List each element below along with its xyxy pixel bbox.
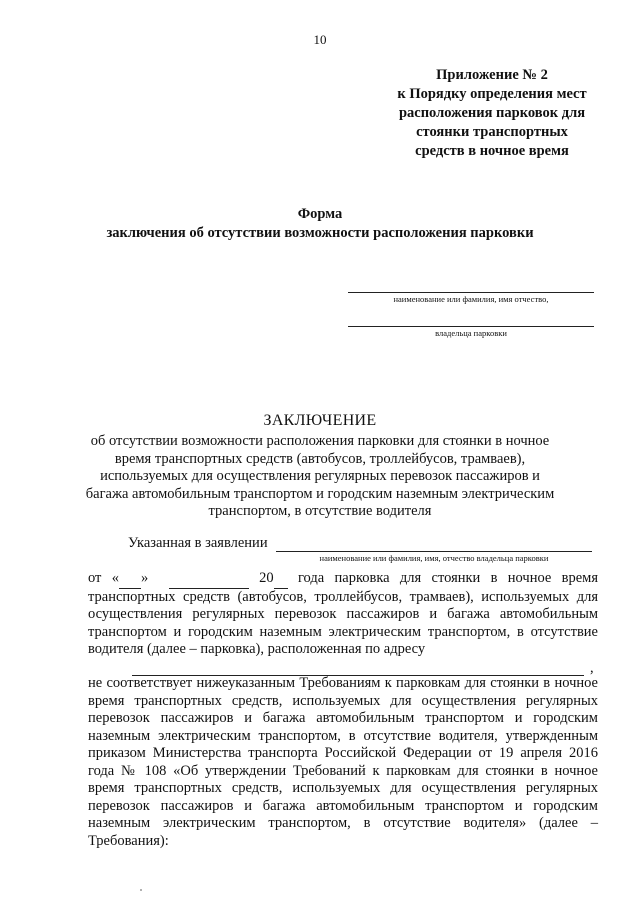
appendix-line: Приложение № 2: [436, 67, 548, 83]
page-number: 10: [313, 32, 327, 47]
from-text: от «: [88, 570, 119, 586]
paragraph-1: [88, 570, 598, 659]
appendix-line: стоянки транспортных: [416, 124, 568, 140]
stated-caption: наименование или фамилия, имя, отчество владельца парковки: [319, 553, 549, 563]
paragraph-2-text: не соответствует нижеуказанным Требованиям к парковкам для стоянки в ночное время транспортных средств, используемых для осуществления регулярных перевозок пассажиров и багажа автомобильным транспортом и городским наземным электрическим транспортом, в отсутствие водителя, утвержденным приказом Министерства транспорта Российской Федерации от 19 апреля 2016 года № 108 «Об утверждении Требований к парковкам для стоянки в ночное время транспортных средств, используемых для осуществления регулярных перевозок пассажиров и багажа автомобильным транспортом и городским наземным электрическим транспортом, в отсутствие водителя» (далее – Требования):: [88, 675, 598, 849]
appendix-line: к Порядку определения мест: [397, 86, 587, 102]
form-subtitle: заключения об отсутствии возможности расположения парковки: [106, 225, 534, 241]
address-comma: ,: [590, 660, 594, 676]
quote-close: »: [140, 570, 149, 586]
day-field[interactable]: [119, 570, 141, 589]
year-prefix: 20: [259, 570, 274, 586]
paragraph-2: [88, 675, 598, 850]
scan-mark: [140, 889, 142, 891]
appendix-line: расположения парковок для: [398, 105, 586, 121]
month-field[interactable]: [169, 570, 249, 589]
name-caption: наименование или фамилия, имя отчество,: [393, 294, 549, 304]
appendix-header: [360, 66, 624, 161]
conclusion-subtitle: об отсутствии возможности расположения парковки для стоянки в ночное время транспортных средств (автобусов, троллейбусов, трамваев), используемых для осуществления регулярных перевозок пассажиров и багажа автомобильным транспортом и городским наземным электрическим транспортом, в отсутствие водителя: [85, 433, 555, 519]
stated-label: Указанная в заявлении: [128, 535, 268, 551]
form-title: Форма: [297, 206, 343, 222]
paragraph-1-text: года парковка для стоянки в ночное время транспортных средств (автобусов, троллейбусов, трамваев), используемых для осуществления регулярных перевозок пассажиров и багажа автомобильным транспортом и городским наземным электрическим транспортом, в отсутствие водителя (далее – парковка), расположенная по адресу: [88, 570, 599, 657]
stated-owner-line[interactable]: [276, 551, 592, 552]
appendix-line: средств в ночное время: [415, 143, 569, 159]
owner-caption: владельца парковки: [435, 328, 507, 338]
year-field[interactable]: [274, 570, 288, 589]
conclusion-title: ЗАКЛЮЧЕНИЕ: [263, 412, 377, 429]
owner-line[interactable]: [348, 326, 594, 327]
name-line[interactable]: [348, 292, 594, 293]
